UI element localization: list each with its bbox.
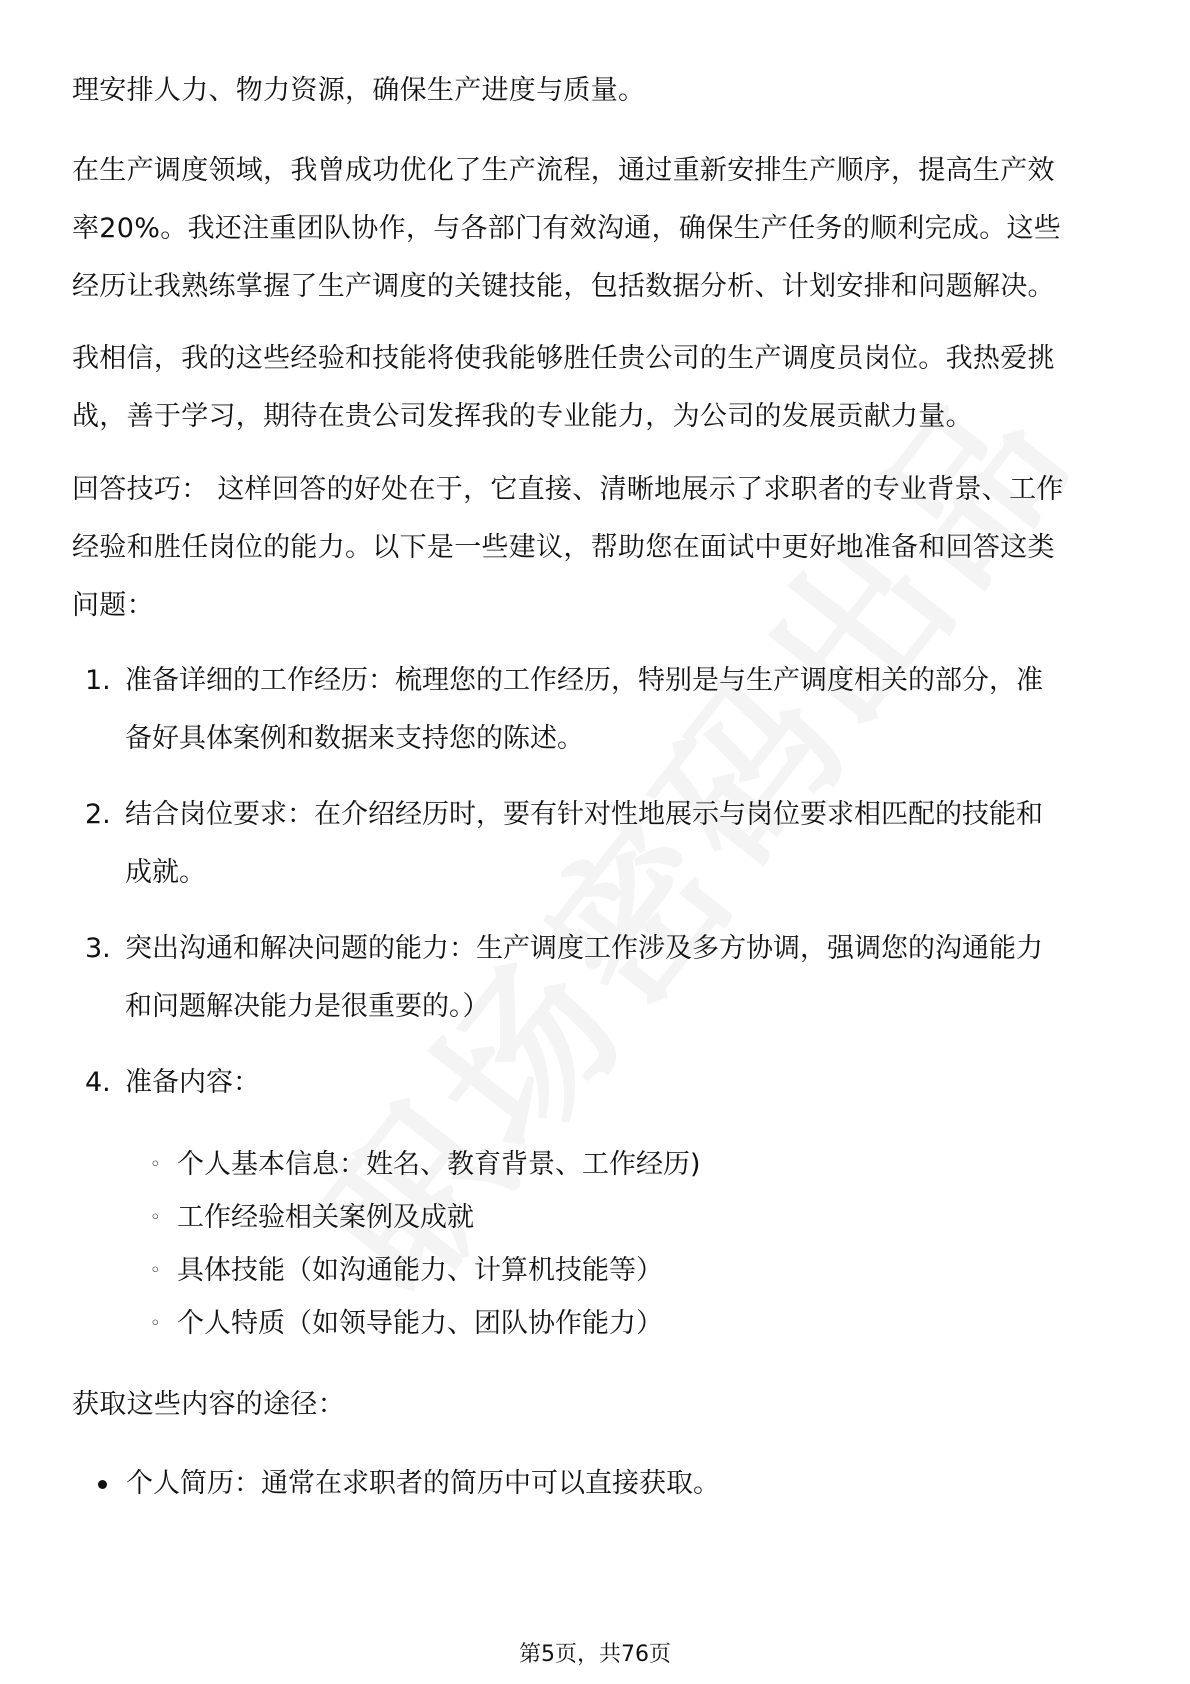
circle-bullet-icon: ◦	[150, 1207, 161, 1228]
text-line: 经验和胜任岗位的能力。以下是一些建议，帮助您在面试中更好地准备和回答这类	[72, 532, 1055, 563]
numbered-list-item	[85, 920, 1125, 1036]
sub-list-text: 个人基本信息：姓名、教育背景、工作经历)	[177, 1149, 701, 1180]
paragraph-4	[72, 461, 1122, 635]
numbered-list-item	[85, 1054, 1125, 1112]
text-line: 准备内容：	[125, 1067, 260, 1098]
text-line: 战，善于学习，期待在贵公司发挥我的专业能力，为公司的发展贡献力量。	[72, 401, 973, 432]
text-line: 准备详细的工作经历：梳理您的工作经历，特别是与生产调度相关的部分，准	[125, 665, 1043, 696]
sub-list-item	[150, 1242, 663, 1300]
sub-list-text: 个人特质（如领导能力、团队协作能力）	[177, 1308, 663, 1339]
list-number: 4.	[85, 1067, 111, 1098]
text-line: 结合岗位要求：在介绍经历时，要有针对性地展示与岗位要求相匹配的技能和	[125, 799, 1043, 830]
circle-bullet-icon: ◦	[150, 1154, 161, 1175]
numbered-list-item	[85, 786, 1125, 902]
circle-bullet-icon: ◦	[150, 1260, 161, 1281]
list-number: 1.	[85, 665, 111, 696]
sub-list-text: 具体技能（如沟通能力、计算机技能等）	[177, 1255, 663, 1286]
text-line: 问题：	[72, 590, 154, 621]
bullet-list-text: 个人简历：通常在求职者的简历中可以直接获取。	[126, 1468, 720, 1499]
text-line: 和问题解决能力是很重要的。）	[125, 991, 490, 1022]
text-line: 获取这些内容的途径：	[72, 1389, 345, 1420]
bullet-dot-icon	[98, 1480, 107, 1489]
numbered-list-item	[85, 652, 1125, 768]
text-line: 经历让我熟练掌握了生产调度的关键技能，包括数据分析、计划安排和问题解决。	[72, 271, 1055, 302]
paragraph-2	[72, 142, 1122, 316]
text-line: 我相信，我的这些经验和技能将使我能够胜任贵公司的生产调度员岗位。我热爱挑	[72, 343, 1055, 374]
list-number: 2.	[85, 799, 111, 830]
page-footer: 第5页，共76页	[519, 1642, 671, 1667]
paragraph-1	[72, 62, 1122, 120]
text-line: 突出沟通和解决问题的能力：生产调度工作涉及多方协调，强调您的沟通能力	[125, 933, 1043, 964]
text-line: 在生产调度领域，我曾成功优化了生产流程，通过重新安排生产顺序，提高生产效	[72, 155, 1055, 186]
section-heading	[72, 1376, 1122, 1434]
text-line: 理安排人力、物力资源，确保生产进度与质量。	[72, 75, 646, 106]
list-number: 3.	[85, 933, 111, 964]
sub-list-item	[150, 1189, 474, 1247]
paragraph-3	[72, 330, 1122, 446]
text-line: 成就。	[125, 857, 206, 888]
text-line: 回答技巧： 这样回答的好处在于，它直接、清晰地展示了求职者的专业背景、工作	[72, 474, 1064, 505]
text-line: 率20%。我还注重团队协作，与各部门有效沟通，确保生产任务的顺利完成。这些	[72, 213, 1062, 244]
sub-list-item	[150, 1295, 663, 1353]
circle-bullet-icon: ◦	[150, 1313, 161, 1334]
bullet-list-item	[98, 1455, 720, 1513]
text-line: 备好具体案例和数据来支持您的陈述。	[125, 723, 584, 754]
sub-list-item	[150, 1136, 701, 1194]
sub-list-text: 工作经验相关案例及成就	[177, 1202, 474, 1233]
